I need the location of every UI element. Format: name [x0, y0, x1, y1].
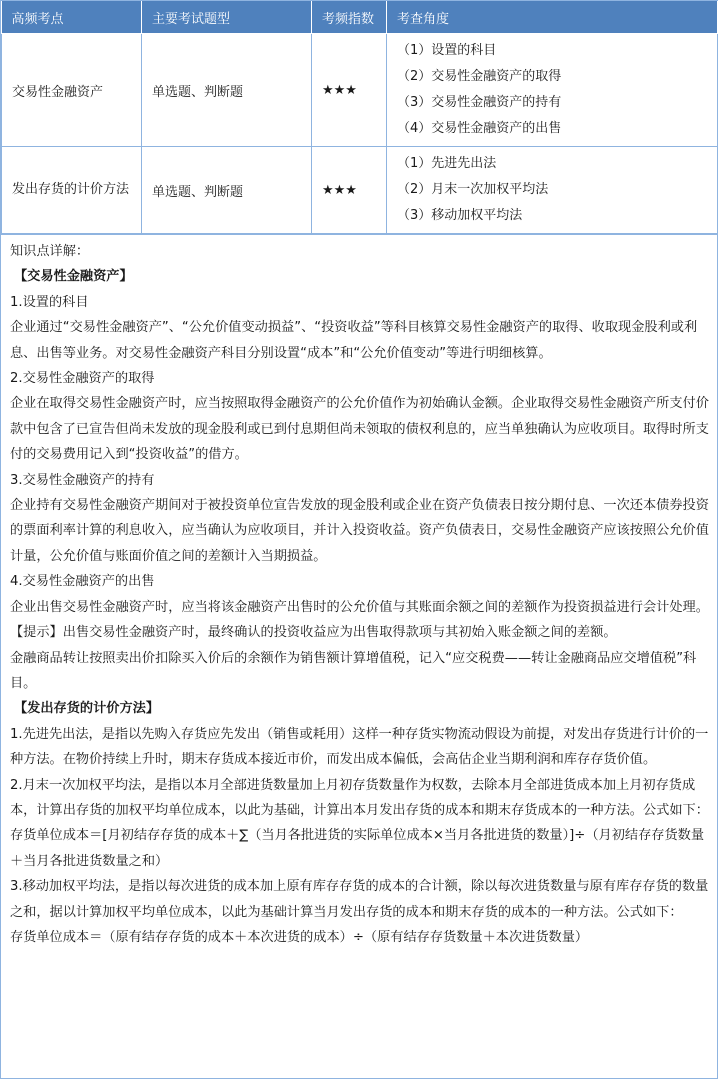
row-types: 单选题、判断题 — [142, 34, 312, 147]
table-header-row — [2, 1, 718, 34]
row-topic — [2, 147, 142, 234]
row-stars: ★★★ — [312, 34, 387, 147]
paragraph: 1.先进先出法，是指以先购入存货应先发出（销售或耗用）这样一种存货实物流动假设为前提，对发出存货进行计价的一种方法。在物价持续上升时，期末存货成本接近市价，而发出成本偏低，会高估企业当期利润和库存存货价值。 — [10, 726, 709, 768]
header-question-types: 主要考试题型 — [142, 1, 312, 34]
formula: 存货单位成本＝[月初结存存货的成本＋∑（当月各批进货的实际单位成本×当月各批进货的数量）]÷（月初结存存货数量＋当月各批进货数量之和） — [10, 828, 705, 869]
formula: 存货单位成本＝（原有结存存货的成本＋本次进货的成本）÷（原有结存存货数量＋本次进货数量） — [10, 929, 589, 945]
angle-item: （2）月末一次加权平均法 — [397, 182, 549, 197]
paragraph: 企业出售交易性金融资产时，应当将该金融资产出售时的公允价值与其账面余额之间的差额作为投资损益进行会计处理。 — [10, 599, 709, 615]
row-stars: ★★★ — [312, 147, 387, 234]
row-types: 单选题、判断题 — [142, 147, 312, 234]
paragraph: 企业在取得交易性金融资产时，应当按照取得金融资产的公允价值作为初始确认金额。企业取得交易性金融资产所支付价款中包含了已宣告但尚未发放的现金股利或已到付息期但尚未领取的债权利息的，应当单独确认为应收项目。取得时所支付的交易费用记入到“投资收益”的借方。 — [10, 396, 709, 463]
tip-note: 【提示】出售交易性金融资产时，最终确认的投资收益应为出售取得款项与其初始入账金额之间的差额。 — [10, 625, 617, 641]
header-angles: 考查角度 — [387, 1, 718, 34]
angle-item: （4）交易性金融资产的出售 — [397, 121, 562, 136]
subsection-title: 3.交易性金融资产的持有 — [10, 472, 155, 488]
subsection-title: 4.交易性金融资产的出售 — [10, 574, 155, 590]
table-row — [2, 147, 718, 234]
paragraph: 2.月末一次加权平均法，是指以本月全部进货数量加上月初存货数量作为权数，去除本月全部进货成本加上月初存货成本，计算出存货的加权平均单位成本，以此为基础，计算出本月发出存货的成本和期末存货成本的一种方法。公式如下： — [10, 777, 709, 818]
paragraph: 金融商品转让按照卖出价扣除买入价后的余额作为销售额计算增值税，记入“应交税费——转让金融商品应交增值税”科目。 — [10, 650, 697, 691]
angle-item: （2）交易性金融资产的取得 — [397, 69, 562, 84]
row-topic-text: 发出存货的计价方法 — [12, 182, 130, 197]
table-row — [2, 34, 718, 147]
knowledge-details — [1, 234, 717, 950]
subsection-title: 2.交易性金融资产的取得 — [10, 371, 155, 387]
paragraph: 企业通过“交易性金融资产”、“公允价值变动损益”、“投资收益”等科目核算交易性金融资产的取得、收取现金股利或利息、出售等业务。对交易性金融资产科目分别设置“成本”和“公允价值变动”等进行明细核算。 — [10, 320, 698, 361]
subsection-title: 1.设置的科目 — [10, 294, 89, 310]
angle-item: （3）交易性金融资产的持有 — [397, 95, 562, 110]
paragraph: 3.移动加权平均法，是指以每次进货的成本加上原有库存存货的成本的合计额，除以每次进货数量与原有库存存货的数量之和，据以计算加权平均单位成本，以此为基础计算当月发出存货的成本和期末存货的成本的一种方法。公式如下： — [10, 879, 709, 920]
row-topic: 交易性金融资产 — [2, 34, 142, 147]
section-title-inventory-valuation: 【发出存货的计价方法】 — [14, 701, 160, 717]
summary-table — [1, 1, 718, 234]
header-frequency: 考频指数 — [312, 1, 387, 34]
angle-item: （1）设置的科目 — [397, 43, 497, 58]
header-topic: 高频考点 — [2, 1, 142, 34]
row-angles — [387, 147, 718, 234]
angle-item: （3）移动加权平均法 — [397, 208, 523, 223]
paragraph: 企业持有交易性金融资产期间对于被投资单位宣告发放的现金股利或企业在资产负债表日按分期付息、一次还本债券投资的票面利率计算的利息收入，应当确认为应收项目，并计入投资收益。资产负债表日，交易性金融资产应该按照公允价值计量，公允价值与账面价值之间的差额计入当期损益。 — [10, 498, 709, 564]
row-angles — [387, 34, 718, 147]
angle-item: （1）先进先出法 — [397, 156, 497, 171]
details-intro: 知识点详解： — [10, 244, 90, 259]
section-title-financial-assets: 【交易性金融资产】 — [14, 269, 133, 285]
